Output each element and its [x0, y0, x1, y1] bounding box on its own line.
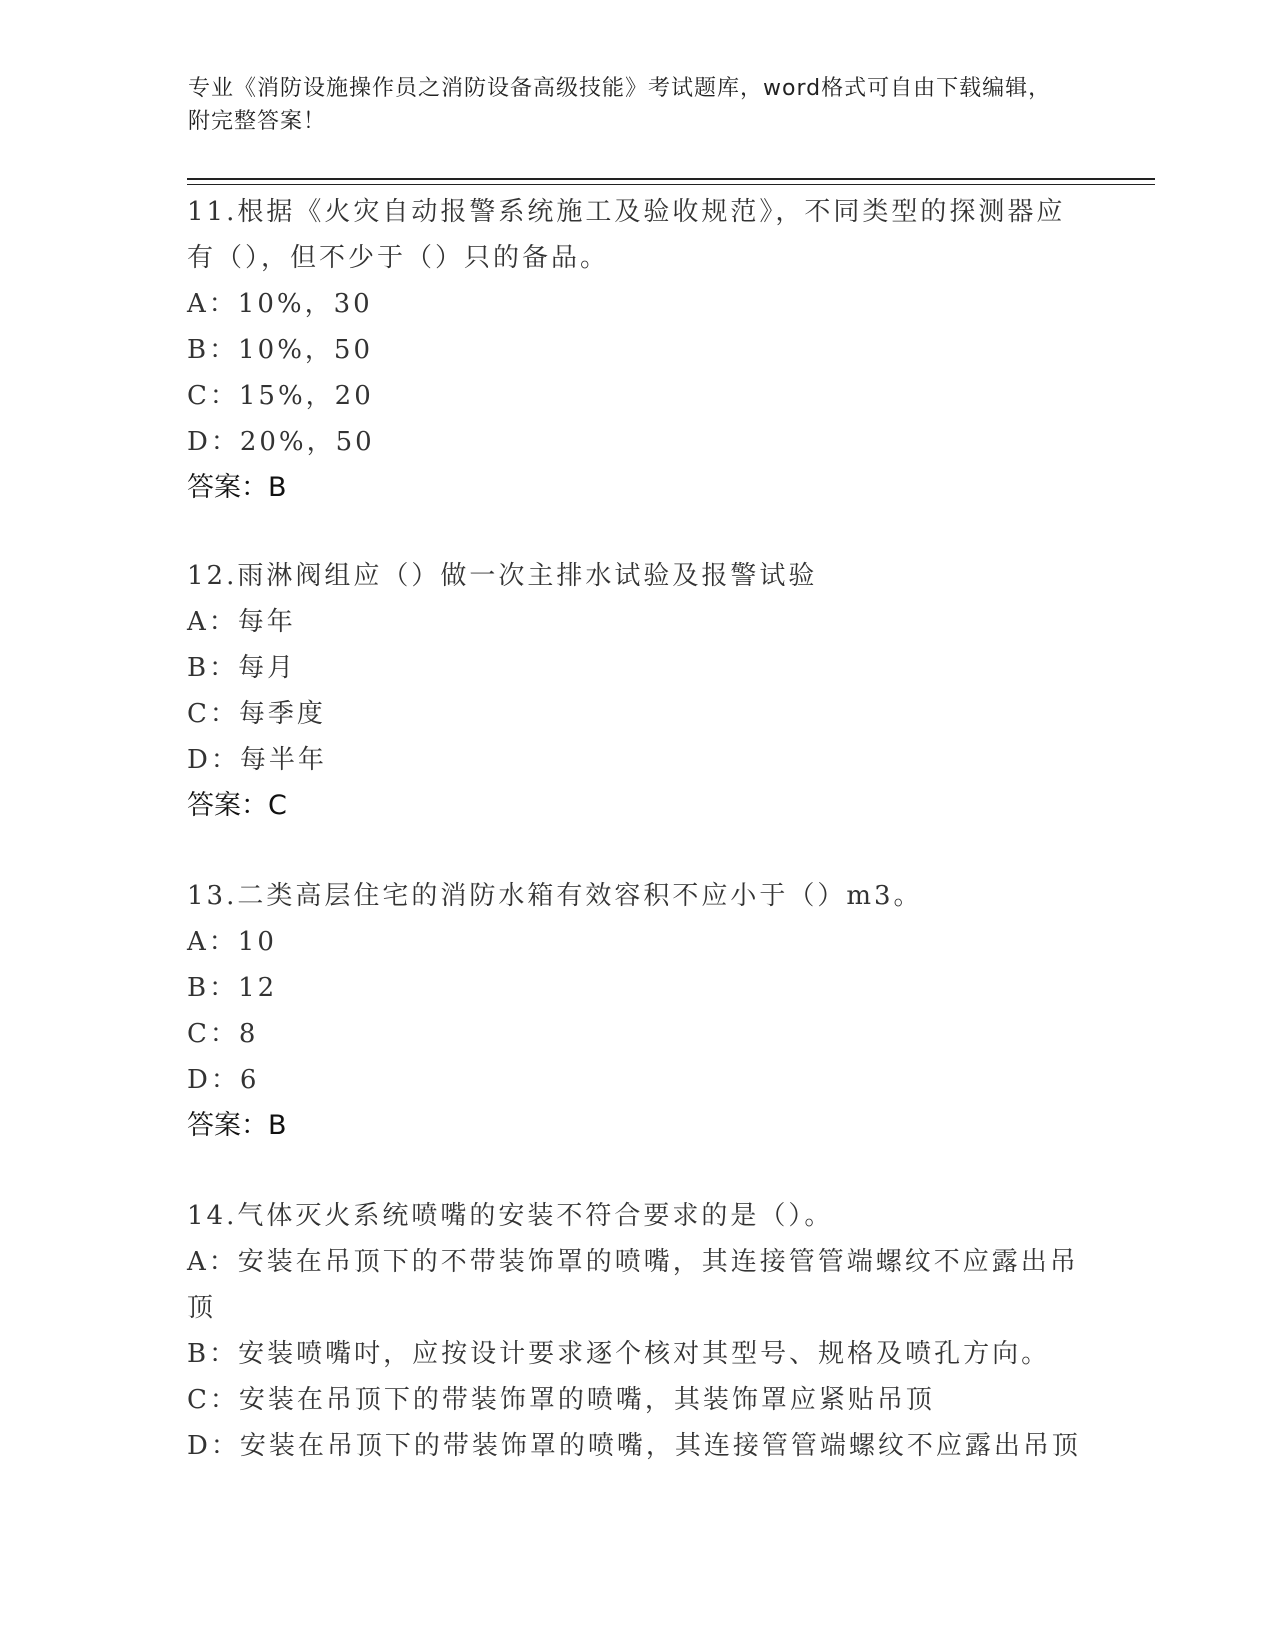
- option-c: C：每季度: [187, 699, 326, 729]
- option-d: D：6: [187, 1065, 260, 1095]
- option-b: B：12: [187, 973, 278, 1003]
- option-d: D：20%，50: [187, 427, 375, 457]
- question-stem: 11.根据《火灾自动报警系统施工及验收规范》，不同类型的探测器应有（），但不少于（）只的备品。: [187, 197, 1066, 273]
- question-12: [187, 553, 1087, 829]
- option-b: B：每月: [187, 653, 297, 683]
- question-13: [187, 873, 1087, 1149]
- question-stem: 14.气体灭火系统喷嘴的安装不符合要求的是（）。: [187, 1201, 834, 1231]
- question-stem: 13.二类高层住宅的消防水箱有效容积不应小于（）m3。: [187, 881, 923, 911]
- option-a: A：10%，30: [187, 289, 373, 319]
- option-b: B：10%，50: [187, 335, 373, 365]
- option-a: A：10: [187, 927, 277, 957]
- option-c: C：安装在吊顶下的带装饰罩的喷嘴，其装饰罩应紧贴吊顶: [187, 1385, 935, 1415]
- answer-line: 答案：C: [187, 790, 287, 821]
- question-stem: 12.雨淋阀组应（）做一次主排水试验及报警试验: [187, 561, 818, 591]
- document-header: [188, 72, 1068, 138]
- answer-line: 答案：B: [187, 472, 287, 503]
- option-d: D：安装在吊顶下的带装饰罩的喷嘴，其连接管管端螺纹不应露出吊顶: [187, 1431, 1081, 1461]
- option-d: D：每半年: [187, 745, 327, 775]
- option-c: C：15%，20: [187, 381, 374, 411]
- header-divider-thick: [187, 178, 1155, 180]
- option-a: A：安装在吊顶下的不带装饰罩的喷嘴，其连接管管端螺纹不应露出吊顶: [187, 1247, 1079, 1323]
- option-b: B：安装喷嘴吋，应按设计要求逐个核对其型号、规格及喷孔方向。: [187, 1339, 1051, 1369]
- question-14: [187, 1193, 1087, 1469]
- question-11: [187, 189, 1087, 511]
- header-divider-thin: [187, 184, 1155, 185]
- option-c: C：8: [187, 1019, 259, 1049]
- answer-line: 答案：B: [187, 1110, 287, 1141]
- header-intro-text: 专业《消防设施操作员之消防设备高级技能》考试题库，word格式可自由下载编辑，附完整答案！: [188, 76, 1052, 134]
- option-a: A：每年: [187, 607, 296, 637]
